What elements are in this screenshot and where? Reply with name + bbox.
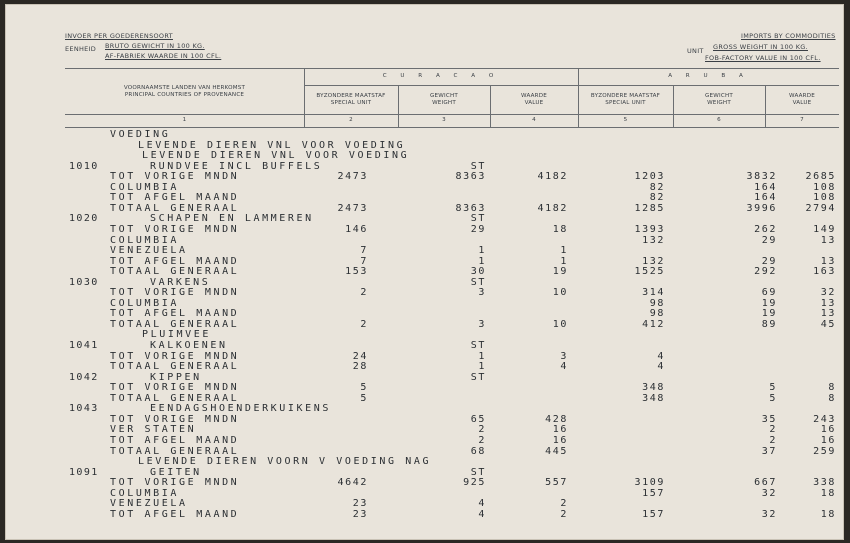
row-label: VOEDING — [110, 129, 171, 140]
col-special-unit-aruba: BYZONDERE MAATSTAF SPECIAL UNIT — [590, 93, 661, 106]
cell-c7: 2794 — [805, 202, 836, 214]
cell-c2: 153 — [345, 266, 368, 278]
row-label: PLUIMVEE — [142, 329, 211, 341]
row-label: TOTAAL GENERAAL — [110, 361, 240, 373]
commodity-code: 1020 — [69, 213, 99, 225]
table-row — [5, 340, 844, 351]
table-row — [5, 213, 844, 224]
cell-c5: 314 — [642, 287, 665, 299]
col-weight-aruba: GEWICHT WEIGHT — [705, 93, 733, 106]
row-label: TOTAAL GENERAAL — [110, 202, 240, 214]
table-row — [5, 488, 844, 499]
cell-c5: 98 — [649, 308, 665, 320]
right-title: IMPORTS BY COMMODITIES — [741, 32, 836, 40]
cell-c6: 69 — [761, 287, 777, 299]
table-row — [5, 456, 844, 467]
cell-c7: 13 — [820, 308, 836, 320]
row-label: LEVENDE DIEREN VNL VOOR VOEDING — [142, 150, 410, 162]
cell-c4: 557 — [545, 477, 568, 489]
row-label: TOT VORIGE MNDN — [110, 223, 240, 235]
table-row — [5, 203, 844, 214]
cell-c7: 16 — [820, 434, 836, 446]
table-row — [5, 414, 844, 425]
col-value-curacao: WAARDE VALUE — [521, 93, 547, 106]
table-row — [5, 446, 844, 457]
cell-c7: 18 — [820, 487, 836, 499]
cell-c5: 4 — [657, 361, 665, 373]
commodity-code: 1030 — [69, 276, 99, 288]
table-row — [5, 256, 844, 267]
cell-c5: 82 — [649, 181, 665, 193]
cell-c5: 1285 — [634, 202, 665, 214]
cell-c6: 667 — [754, 477, 777, 489]
row-label: LEVENDE DIEREN VNL VOOR VOEDING — [138, 139, 406, 151]
table-row — [5, 393, 844, 404]
cell-c7: 338 — [813, 477, 836, 489]
cell-c2: 24 — [352, 350, 368, 362]
cell-c4: 1 — [560, 255, 568, 267]
cell-c7: 8 — [828, 392, 836, 404]
cell-c7: 2685 — [805, 171, 836, 183]
cell-c4: 4182 — [537, 202, 568, 214]
table-row — [5, 424, 844, 435]
cell-c4: 445 — [545, 445, 568, 457]
commodity-code: 1043 — [69, 403, 99, 415]
row-label: VENEZUELA — [110, 245, 188, 257]
row-label: TOT AFGEL MAAND — [110, 508, 240, 520]
cell-c7: 259 — [813, 445, 836, 457]
cell-c2: 23 — [352, 508, 368, 520]
row-label: KIPPEN — [150, 371, 202, 383]
cell-c2: 23 — [352, 498, 368, 510]
row-label: VER STATEN — [110, 424, 197, 436]
table-row — [5, 403, 844, 414]
cell-c4: 16 — [552, 424, 568, 436]
cell-c2: 2 — [360, 318, 368, 330]
cell-c4: 2 — [560, 508, 568, 520]
table-row — [5, 435, 844, 446]
cell-c5: 3109 — [634, 477, 665, 489]
cell-c5: 1203 — [634, 171, 665, 183]
cell-c6: 32 — [761, 487, 777, 499]
row-label: SCHAPEN EN LAMMEREN — [150, 213, 314, 225]
cell-c6: 164 — [754, 192, 777, 204]
row-label: TOT VORIGE MNDN — [110, 287, 240, 299]
row-label: GEITEN — [150, 466, 202, 478]
cell-c5: 132 — [642, 234, 665, 246]
row-label: COLUMBIA — [110, 234, 179, 246]
row-label: TOT VORIGE MNDN — [110, 413, 240, 425]
table-row — [5, 140, 844, 151]
row-label: TOTAAL GENERAAL — [110, 445, 240, 457]
cell-c3: ST — [470, 371, 486, 383]
cell-c4: 10 — [552, 287, 568, 299]
col-number-5: 5 — [623, 117, 628, 123]
cell-c3: 925 — [463, 477, 486, 489]
cell-c7: 108 — [813, 192, 836, 204]
column-header-grid — [65, 68, 839, 128]
col-number-4: 4 — [532, 117, 536, 123]
cell-c4: 19 — [552, 266, 568, 278]
row-label: TOT VORIGE MNDN — [110, 382, 240, 394]
cell-c3: 30 — [470, 266, 486, 278]
cell-c4: 10 — [552, 318, 568, 330]
cell-c4: 4182 — [537, 171, 568, 183]
group-curacao: C U R A C A O — [382, 73, 500, 79]
cell-c3: 3 — [478, 287, 486, 299]
cell-c4: 1 — [560, 245, 568, 257]
cell-c3: ST — [470, 160, 486, 172]
row-label: TOT VORIGE MNDN — [110, 350, 240, 362]
cell-c6: 19 — [761, 297, 777, 309]
cell-c6: 32 — [761, 508, 777, 520]
cell-c3: 2 — [478, 424, 486, 436]
commodity-code: 1091 — [69, 466, 99, 478]
table-row — [5, 182, 844, 193]
cell-c3: ST — [470, 466, 486, 478]
cell-c7: 32 — [820, 287, 836, 299]
row-label: KALKOENEN — [150, 340, 228, 351]
row-label: RUNDVEE INCL BUFFELS — [150, 160, 323, 172]
commodity-code: 1010 — [69, 160, 99, 172]
row-label: TOT VORIGE MNDN — [110, 171, 240, 183]
cell-c7: 243 — [813, 413, 836, 425]
row-label: TOTAAL GENERAAL — [110, 318, 240, 330]
col-special-unit-curacao: BYZONDERE MAATSTAF SPECIAL UNIT — [316, 93, 386, 106]
left-unit-label: EENHEID — [65, 45, 97, 53]
cell-c6: 19 — [761, 308, 777, 320]
row-label: VENEZUELA — [110, 498, 188, 510]
cell-c6: 3832 — [746, 171, 777, 183]
col-value-aruba: WAARDE VALUE — [789, 93, 815, 106]
cell-c7: 16 — [820, 424, 836, 436]
table-row — [5, 287, 844, 298]
cell-c6: 37 — [761, 445, 777, 457]
row-label: TOTAAL GENERAAL — [110, 266, 240, 278]
right-unit-line2: FOB-FACTORY VALUE IN 100 CFL. — [705, 54, 821, 62]
cell-c5: 132 — [642, 255, 665, 267]
cell-c7: 13 — [820, 255, 836, 267]
row-label: LEVENDE DIEREN VOORN V VOEDING NAG — [138, 456, 432, 468]
cell-c3: 2 — [478, 434, 486, 446]
table-row — [5, 129, 844, 140]
cell-c3: 4 — [478, 498, 486, 510]
cell-c2: 2473 — [337, 202, 368, 214]
cell-c2: 4642 — [337, 477, 368, 489]
table-row — [5, 351, 844, 362]
col-number-6: 6 — [717, 117, 721, 123]
col-weight-curacao: GEWICHT WEIGHT — [430, 93, 458, 106]
commodity-code: 1042 — [69, 371, 99, 383]
cell-c2: 5 — [360, 382, 368, 394]
cell-c5: 348 — [642, 382, 665, 394]
cell-c3: 4 — [478, 508, 486, 520]
table-row — [5, 477, 844, 488]
cell-c6: 29 — [761, 234, 777, 246]
row-label: COLUMBIA — [110, 181, 179, 193]
cell-c3: 68 — [470, 445, 486, 457]
table-row — [5, 266, 844, 277]
cell-c6: 292 — [754, 266, 777, 278]
cell-c3: ST — [470, 340, 486, 351]
table-row — [5, 298, 844, 309]
cell-c5: 1393 — [634, 223, 665, 235]
cell-c6: 2 — [769, 434, 777, 446]
cell-c6: 262 — [754, 223, 777, 235]
table-row — [5, 467, 844, 478]
left-unit-line1: BRUTO GEWICHT IN 100 KG. — [105, 42, 205, 50]
cell-c4: 4 — [560, 361, 568, 373]
left-unit-line2: AF-FABRIEK WAARDE IN 100 CFL. — [105, 52, 222, 60]
table-row — [5, 372, 844, 383]
right-unit-label: UNIT — [687, 47, 704, 55]
cell-c6: 164 — [754, 181, 777, 193]
left-title: INVOER PER GOEDERENSOORT — [65, 32, 173, 40]
cell-c3: 1 — [478, 350, 486, 362]
cell-c5: 157 — [642, 487, 665, 499]
row-label: COLUMBIA — [110, 297, 179, 309]
table-row — [5, 192, 844, 203]
commodity-code: 1041 — [69, 340, 99, 351]
cell-c6: 29 — [761, 255, 777, 267]
table-row — [5, 150, 844, 161]
cell-c7: 13 — [820, 234, 836, 246]
cell-c4: 16 — [552, 434, 568, 446]
cell-c4: 2 — [560, 498, 568, 510]
cell-c6: 5 — [769, 392, 777, 404]
cell-c5: 412 — [642, 318, 665, 330]
row-label: TOT AFGEL MAAND — [110, 192, 240, 204]
row-label: VARKENS — [150, 276, 211, 288]
table-row — [5, 382, 844, 393]
table-row — [5, 509, 844, 520]
cell-c3: ST — [470, 213, 486, 225]
right-unit-line1: GROSS WEIGHT IN 100 KG. — [713, 43, 808, 51]
col-number-7: 7 — [800, 117, 804, 123]
cell-c3: 1 — [478, 361, 486, 373]
cell-c3: 29 — [470, 223, 486, 235]
cell-c5: 1525 — [634, 266, 665, 278]
cell-c2: 2473 — [337, 171, 368, 183]
cell-c5: 82 — [649, 192, 665, 204]
table-row — [5, 329, 844, 340]
cell-c7: 163 — [813, 266, 836, 278]
table-row — [5, 361, 844, 372]
cell-c3: 1 — [478, 245, 486, 257]
row-label: TOT AFGEL MAAND — [110, 434, 240, 446]
cell-c5: 348 — [642, 392, 665, 404]
row-label: COLUMBIA — [110, 487, 179, 499]
col-number-1: 1 — [182, 117, 187, 123]
cell-c2: 146 — [345, 223, 368, 235]
row-label: TOT VORIGE MNDN — [110, 477, 240, 489]
cell-c3: 8363 — [455, 202, 486, 214]
row-label: TOT AFGEL MAAND — [110, 255, 240, 267]
table-row — [5, 308, 844, 319]
row-label: TOTAAL GENERAAL — [110, 392, 240, 404]
cell-c7: 45 — [820, 318, 836, 330]
group-aruba: A R U B A — [668, 73, 749, 79]
cell-c5: 4 — [657, 350, 665, 362]
country-header: VOORNAAMSTE LANDEN VAN HERKOMST PRINCIPAL COUNTRIES OF PROVENANCE — [123, 85, 246, 98]
table-row — [5, 161, 844, 172]
table-row — [5, 235, 844, 246]
table-row — [5, 319, 844, 330]
table-row — [5, 171, 844, 182]
cell-c2: 7 — [360, 245, 368, 257]
document-sheet — [5, 4, 844, 540]
cell-c7: 8 — [828, 382, 836, 394]
cell-c7: 18 — [820, 508, 836, 520]
cell-c7: 13 — [820, 297, 836, 309]
cell-c3: ST — [470, 276, 486, 288]
cell-c5: 98 — [649, 297, 665, 309]
col-number-3: 3 — [442, 117, 446, 123]
table-row — [5, 245, 844, 256]
cell-c2: 7 — [360, 255, 368, 267]
cell-c3: 8363 — [455, 171, 486, 183]
cell-c6: 35 — [761, 413, 777, 425]
col-number-2: 2 — [349, 117, 353, 123]
cell-c4: 428 — [545, 413, 568, 425]
row-label: EENDAGSHOENDERKUIKENS — [150, 403, 332, 415]
table-row — [5, 498, 844, 509]
cell-c6: 89 — [761, 318, 777, 330]
cell-c7: 108 — [813, 181, 836, 193]
cell-c6: 3996 — [746, 202, 777, 214]
table-row — [5, 224, 844, 235]
cell-c3: 65 — [470, 413, 486, 425]
cell-c2: 2 — [360, 287, 368, 299]
table-row — [5, 277, 844, 288]
cell-c6: 2 — [769, 424, 777, 436]
cell-c6: 5 — [769, 382, 777, 394]
row-label: TOT AFGEL MAAND — [110, 308, 240, 320]
cell-c3: 3 — [478, 318, 486, 330]
cell-c7: 149 — [813, 223, 836, 235]
cell-c4: 18 — [552, 223, 568, 235]
cell-c2: 28 — [352, 361, 368, 373]
cell-c2: 5 — [360, 392, 368, 404]
cell-c4: 3 — [560, 350, 568, 362]
cell-c5: 157 — [642, 508, 665, 520]
cell-c3: 1 — [478, 255, 486, 267]
